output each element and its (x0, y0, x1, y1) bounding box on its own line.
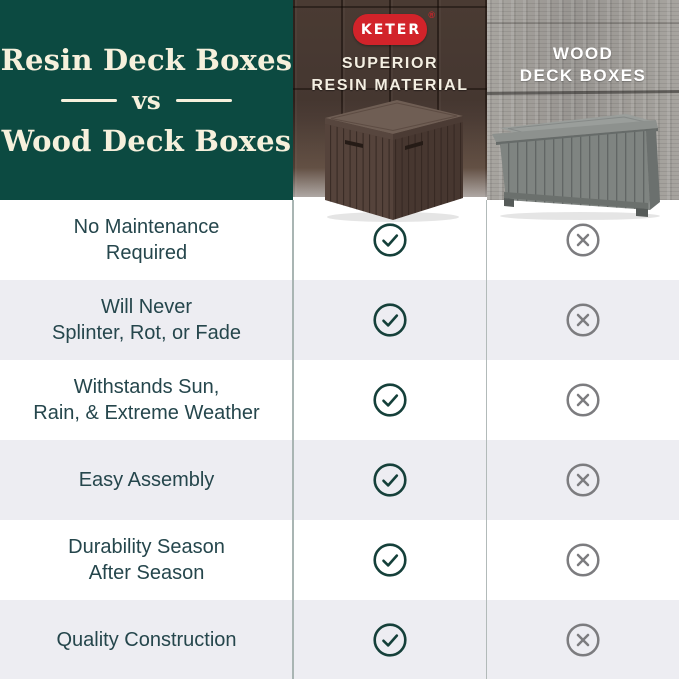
feature-cell (0, 520, 293, 600)
wood-title-line-2: DECK BOXES (519, 66, 647, 85)
cross-icon (566, 463, 600, 497)
column-divider-left (292, 200, 294, 679)
resin-subtitle-line-1: SUPERIOR (341, 55, 439, 72)
vs-separator (61, 85, 232, 115)
feature-cell (0, 440, 293, 520)
feature-line: No Maintenance (73, 216, 220, 238)
vs-label: vs (132, 85, 161, 115)
check-icon (373, 383, 407, 417)
vs-dash-right (176, 99, 232, 102)
check-icon (373, 223, 407, 257)
cross-icon (566, 383, 600, 417)
resin-value-cell (293, 360, 487, 440)
title-panel (0, 0, 293, 200)
resin-subtitle-line-2: RESIN MATERIAL (311, 77, 469, 94)
comparison-table (0, 200, 679, 679)
wood-value-cell (487, 600, 679, 679)
resin-value-cell (293, 440, 487, 520)
comparison-row (0, 360, 679, 440)
cross-icon (566, 223, 600, 257)
cross-icon (566, 623, 600, 657)
comparison-row (0, 280, 679, 360)
feature-line: Withstands Sun, (73, 376, 220, 398)
title-line-2: Wood Deck Boxes (1, 123, 292, 158)
feature-line: After Season (88, 562, 205, 584)
check-icon (373, 623, 407, 657)
resin-value-cell (293, 600, 487, 679)
feature-cell (0, 360, 293, 440)
check-icon (373, 463, 407, 497)
feature-line: Required (105, 242, 188, 264)
resin-value-cell (293, 520, 487, 600)
wood-deck-box-image (490, 110, 662, 222)
feature-line: Rain, & Extreme Weather (33, 402, 260, 424)
feature-line: Durability Season (68, 536, 225, 558)
feature-line: Splinter, Rot, or Fade (52, 322, 241, 344)
comparison-row (0, 440, 679, 520)
wood-value-cell (487, 440, 679, 520)
check-icon (373, 543, 407, 577)
plank-seam (487, 22, 679, 24)
feature-cell (0, 280, 293, 360)
wood-title-line-1: WOOD (552, 44, 614, 63)
column-divider-right (486, 200, 488, 679)
keter-logo-text: KETER (360, 21, 422, 38)
registered-trademark-icon: ® (428, 10, 435, 20)
cross-icon (566, 303, 600, 337)
wood-value-cell (487, 520, 679, 600)
cross-icon (566, 543, 600, 577)
plank-seam (293, 6, 487, 8)
title-line-1: Resin Deck Boxes (0, 42, 293, 77)
brand-logo-wrap (293, 10, 487, 45)
comparison-row (0, 600, 679, 679)
wood-value-cell (487, 280, 679, 360)
vs-dash-left (61, 99, 117, 102)
feature-cell (0, 600, 293, 679)
comparison-row (0, 520, 679, 600)
keter-logo (353, 10, 435, 45)
resin-deck-box-image (317, 96, 467, 222)
feature-line: Will Never (100, 296, 193, 318)
resin-value-cell (293, 280, 487, 360)
wood-value-cell (487, 360, 679, 440)
feature-line: Easy Assembly (78, 469, 215, 491)
feature-line: Quality Construction (56, 629, 237, 651)
check-icon (373, 303, 407, 337)
feature-cell (0, 200, 293, 280)
